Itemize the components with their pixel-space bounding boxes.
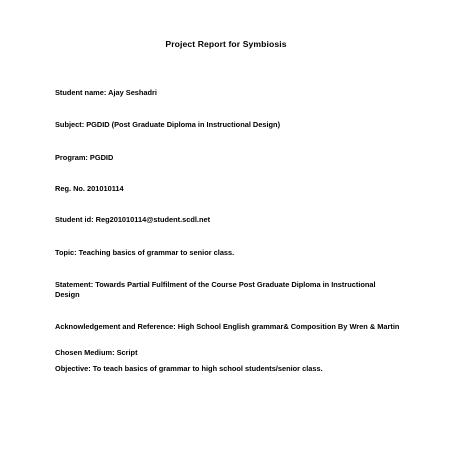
acknowledgement-reference: Acknowledgement and Reference: High School English grammar& Composition By Wren & Martin [55,322,400,331]
student-id: Student id: Reg201010114@student.scdl.net [55,215,211,224]
registration-number: Reg. No. 201010114 [55,184,124,193]
student-name: Student name: Ajay Seshadri [55,88,157,97]
statement: Statement: Towards Partial Fulfilment of the Course Post Graduate Diploma in Instructional Design [55,280,376,299]
chosen-medium: Chosen Medium: Script [55,348,138,357]
page-title: Project Report for Symbiosis [165,39,287,49]
topic: Topic: Teaching basics of grammar to senior class. [55,248,235,257]
program: Program: PGDID [55,153,114,162]
subject: Subject: PGDID (Post Graduate Diploma in Instructional Design) [55,120,281,129]
objective: Objective: To teach basics of grammar to high school students/senior class. [55,364,323,373]
